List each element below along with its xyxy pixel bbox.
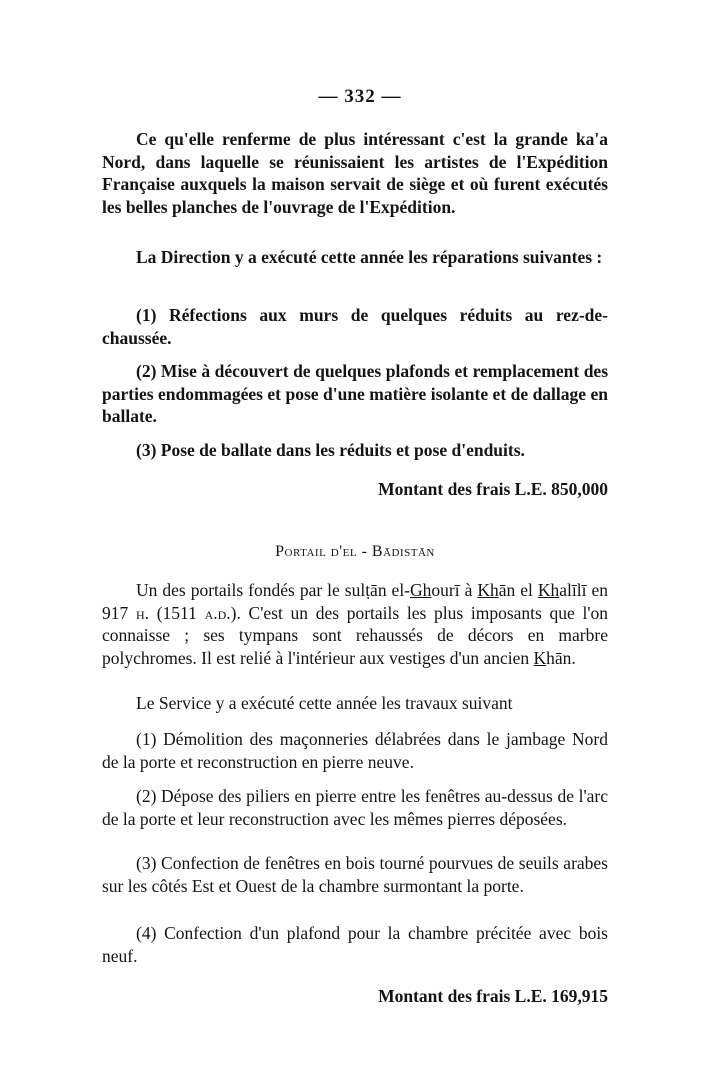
page-number: — 332 — xyxy=(318,86,402,107)
portail-description: Un des portails fondés par le sulṭān el-Ghourī à Khān el Khalīlī en 917 h. (1511 a.d.). C'est un des portails les plus imposants que l'on connaisse ; ses tympans sont rehaussés de décors en marbre polychromes. Il est relié à l'intérieur aux vestiges d'un ancien Khān. xyxy=(102,580,609,668)
work-item-1: (1) Démolition des maçonneries délabrées dans le jambage Nord de la porte et reconstruction en pierre neuve. xyxy=(102,729,608,772)
direction-paragraph: La Direction y a exécuté cette année les réparations suivantes : xyxy=(136,247,603,267)
work-item-2: (2) Dépose des piliers en pierre entre les fenêtres au-dessus de l'arc de la porte et leur reconstruction avec les mêmes pierres déposées. xyxy=(102,786,608,829)
intro-paragraph: Ce qu'elle renferme de plus intéressant c'est la grande ka'a Nord, dans laquelle se réunissaient les artistes de l'Expédition Française auxquels la maison servait de siège et où furent exécutés les belles planches de l'ouvrage de l'Expédition. xyxy=(102,129,608,217)
section2-total: Montant des frais L.E. 169,915 xyxy=(378,986,608,1006)
repair-item-3: (3) Pose de ballate dans les réduits et pose d'enduits. xyxy=(136,440,525,460)
section1-total: Montant des frais L.E. 850,000 xyxy=(378,479,608,499)
service-paragraph: Le Service y a exécuté cette année les travaux suivant xyxy=(136,693,513,713)
repair-item-1: (1) Réfections aux murs de quelques réduits au rez-de-chaussée. xyxy=(102,305,608,348)
work-item-4: (4) Confection d'un plafond pour la chambre précitée avec bois neuf. xyxy=(102,923,608,966)
work-item-3: (3) Confection de fenêtres en bois tourné pourvues de seuils arabes sur les côtés Est et Ouest de la chambre surmontant la porte. xyxy=(102,853,608,896)
repair-item-2: (2) Mise à découvert de quelques plafonds et remplacement des parties endommagées et pose d'une matière isolante et de dallage en ballate. xyxy=(102,361,608,426)
section-heading: Portail d'el - Bādistān xyxy=(275,543,435,560)
